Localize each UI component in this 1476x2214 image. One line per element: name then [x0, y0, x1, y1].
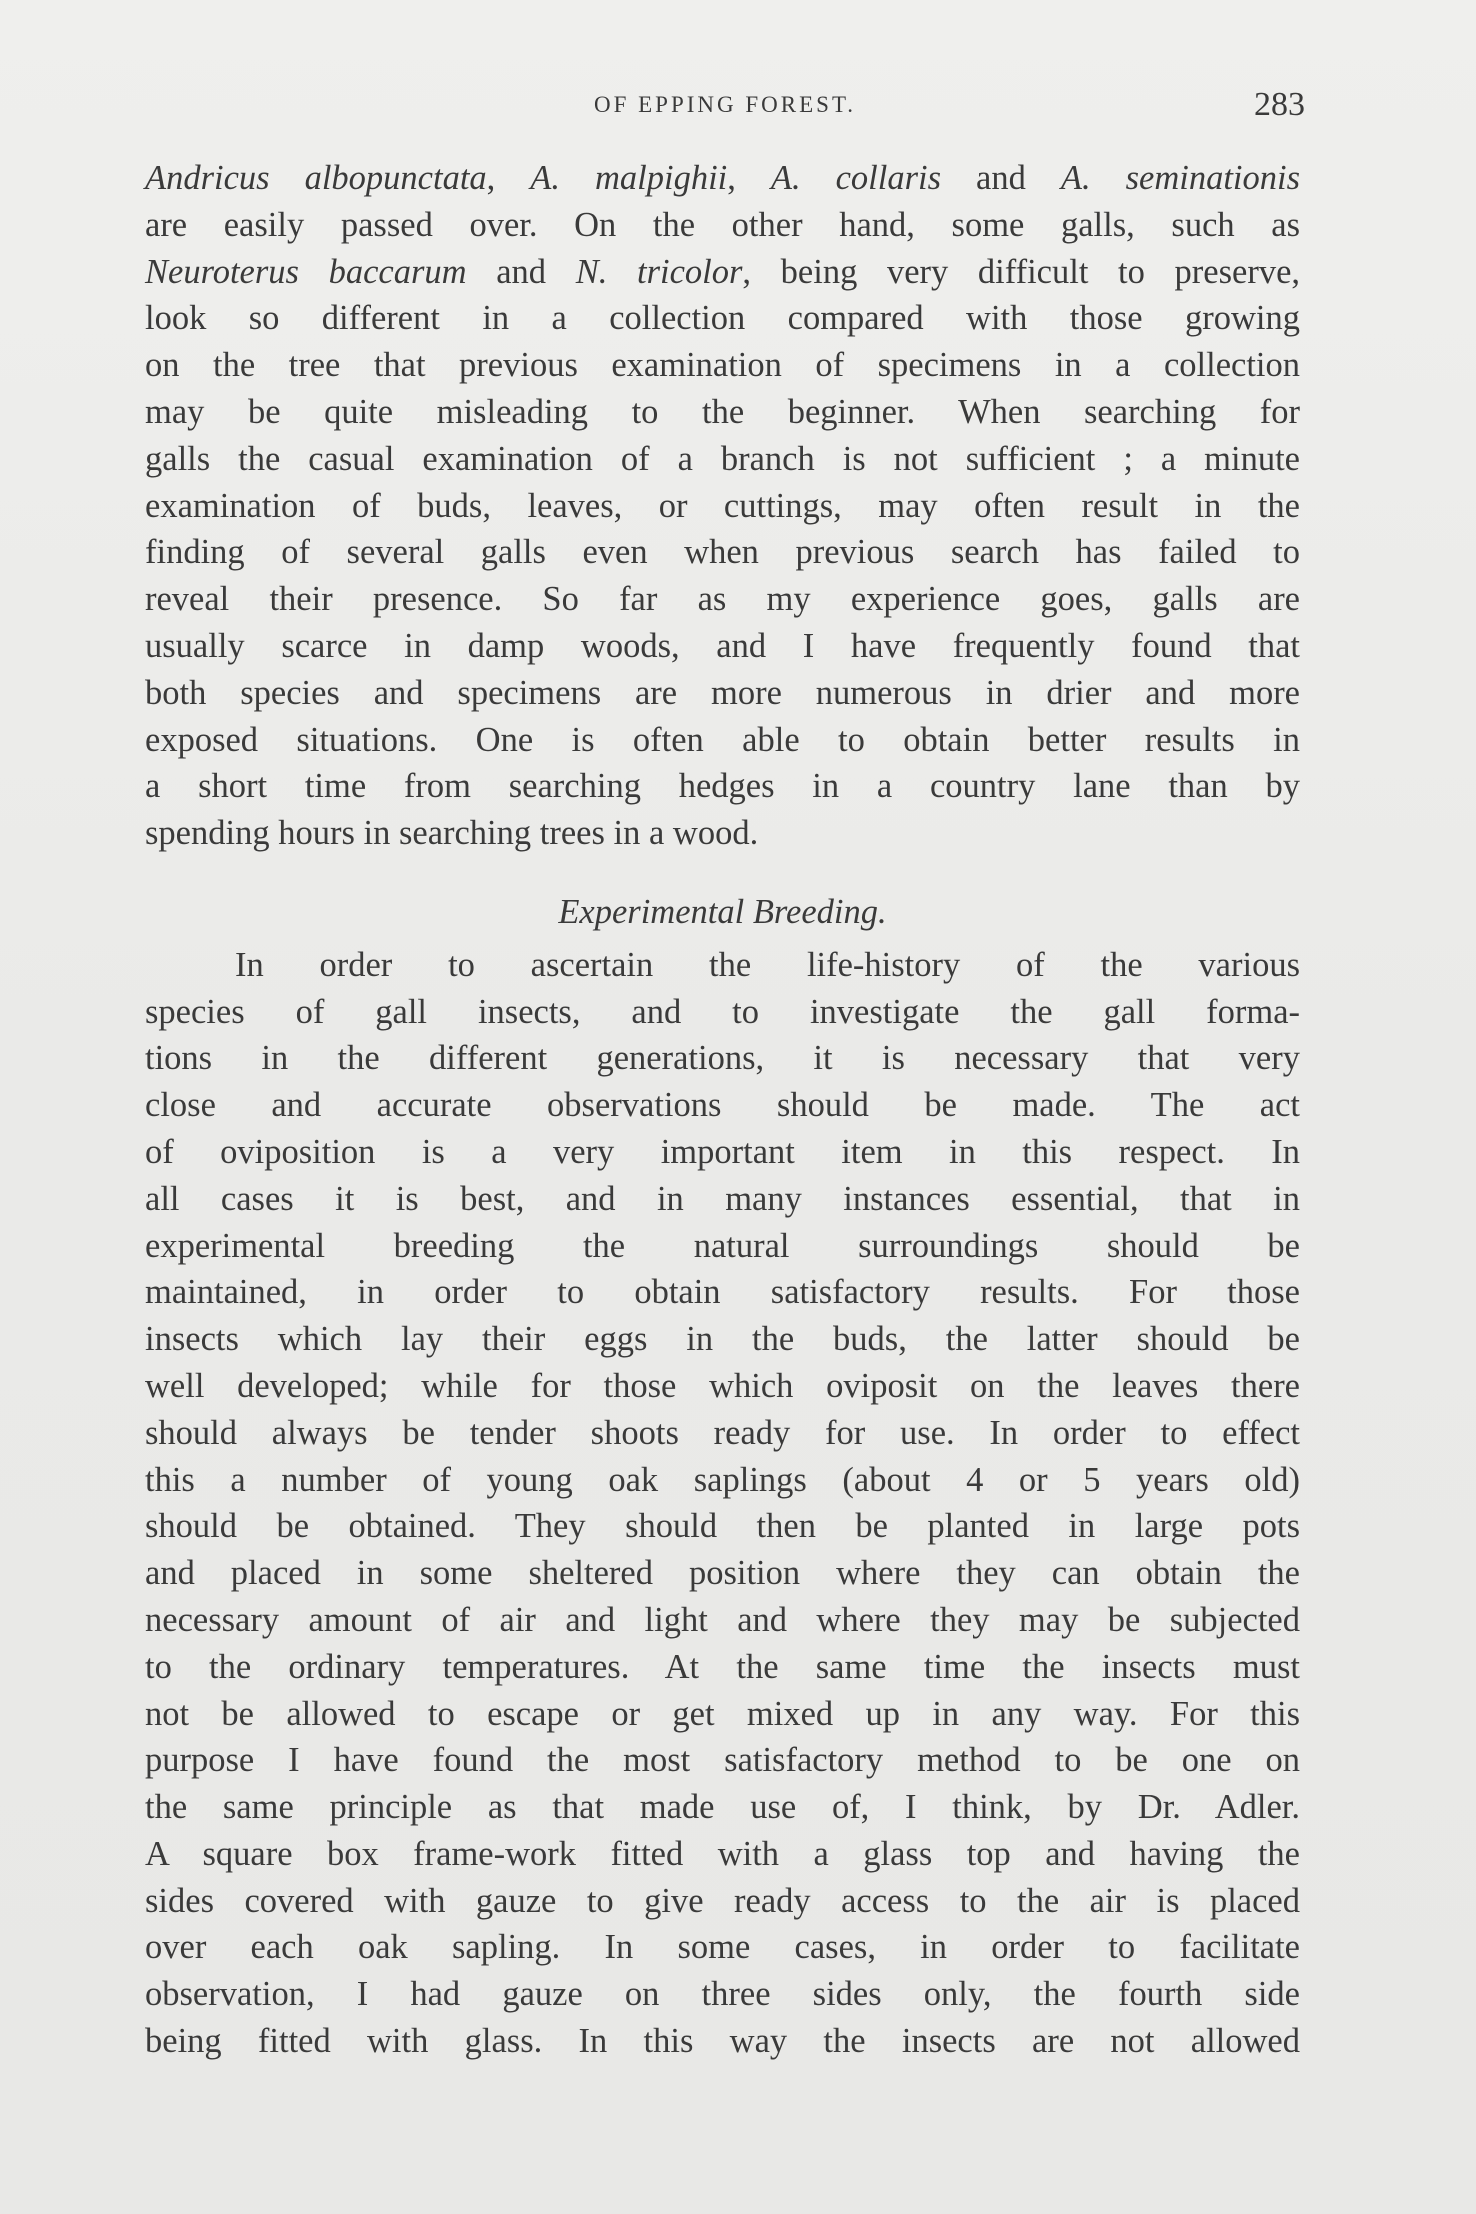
- text-line: finding of several galls even when previous search has failed to: [145, 533, 1300, 572]
- text-line: species of gall insects, and to investigate the gall forma-: [145, 992, 1300, 1031]
- text-fragment: ,: [486, 159, 531, 197]
- text-line: close and accurate observations should be made. The act: [145, 1086, 1300, 1125]
- paragraph-2: [145, 942, 1300, 2065]
- text-line: of oviposition is a very important item in this respect. In: [145, 1132, 1300, 1171]
- text-line: are easily passed over. On the other hand, some galls, such as: [145, 205, 1300, 244]
- running-head: [145, 86, 1305, 126]
- text-line: spending hours in searching trees in a wood.: [145, 814, 759, 853]
- section-heading: Experimental Breeding.: [558, 892, 887, 931]
- text-line: galls the casual examination of a branch is not sufficient ; a minute: [145, 439, 1300, 478]
- species-name: A. collaris: [770, 159, 942, 197]
- text-line: exposed situations. One is often able to obtain better results in: [145, 720, 1300, 759]
- text-line: over each oak sapling. In some cases, in order to facilitate: [145, 1928, 1300, 1967]
- text-line: reveal their presence. So far as my experience goes, galls are: [145, 580, 1300, 619]
- text-line: on the tree that previous examination of specimens in a collection: [145, 346, 1300, 385]
- species-name: A. seminationis: [1060, 159, 1301, 197]
- text-line: observation, I had gauze on three sides only, the fourth side: [145, 1975, 1300, 2014]
- paragraph-1: [145, 155, 1300, 857]
- text-line: the same principle as that made use of, I think, by Dr. Adler.: [145, 1788, 1300, 1827]
- species-name: A. malpighii: [530, 159, 728, 197]
- text-line: sides covered with gauze to give ready access to the air is placed: [145, 1881, 1300, 1920]
- text-fragment: and: [466, 252, 576, 291]
- text-line: may be quite misleading to the beginner. When searching for: [145, 392, 1300, 431]
- text-fragment: , being very difficult to preserve,: [742, 252, 1301, 291]
- text-line: and placed in some sheltered position where they can obtain the: [145, 1554, 1300, 1593]
- text-line: maintained, in order to obtain satisfactory results. For those: [145, 1273, 1300, 1312]
- text-line: A square box frame-work fitted with a glass top and having the: [145, 1834, 1300, 1873]
- text-line: well developed; while for those which oviposit on the leaves there: [145, 1366, 1300, 1405]
- text-fragment: ,: [727, 159, 771, 197]
- text-line: purpose I have found the most satisfactory method to be one on: [145, 1741, 1300, 1780]
- species-name: N. tricolor: [575, 252, 743, 291]
- text-line: insects which lay their eggs in the buds, the latter should be: [145, 1320, 1300, 1359]
- page-number: 283: [1254, 86, 1305, 123]
- text-line: this a number of young oak saplings (about 4 or 5 years old): [145, 1460, 1300, 1499]
- body-text: [145, 155, 1300, 2065]
- text-line: usually scarce in damp woods, and I have frequently found that: [145, 626, 1300, 665]
- running-title: OF EPPING FOREST.: [593, 92, 857, 117]
- species-name: Neuroterus baccarum: [145, 252, 467, 291]
- text-line: tions in the different generations, it is necessary that very: [145, 1039, 1300, 1078]
- text-line: a short time from searching hedges in a country lane than by: [145, 767, 1300, 806]
- text-line: should always be tender shoots ready for use. In order to effect: [145, 1413, 1300, 1452]
- text-line: necessary amount of air and light and where they may be subjected: [145, 1600, 1300, 1639]
- text-line: should be obtained. They should then be planted in large pots: [145, 1507, 1300, 1546]
- text-line: to the ordinary temperatures. At the same time the insects must: [145, 1647, 1300, 1686]
- text-line: experimental breeding the natural surroundings should be: [145, 1226, 1300, 1265]
- text-line: examination of buds, leaves, or cuttings, may often result in the: [145, 486, 1300, 525]
- text-fragment: and: [941, 159, 1061, 197]
- text-line: In order to ascertain the life-history of the various: [235, 945, 1300, 984]
- text-line: [145, 155, 1300, 202]
- species-name: Andricus albopunctata: [145, 159, 487, 197]
- text-line: being fitted with glass. In this way the insects are not allowed: [145, 2022, 1300, 2061]
- text-line: look so different in a collection compared with those growing: [145, 299, 1300, 338]
- text-line: all cases it is best, and in many instances essential, that in: [145, 1179, 1300, 1218]
- text-line: [145, 249, 1300, 296]
- text-line: not be allowed to escape or get mixed up in any way. For this: [145, 1694, 1300, 1733]
- text-line: both species and specimens are more numerous in drier and more: [145, 673, 1300, 712]
